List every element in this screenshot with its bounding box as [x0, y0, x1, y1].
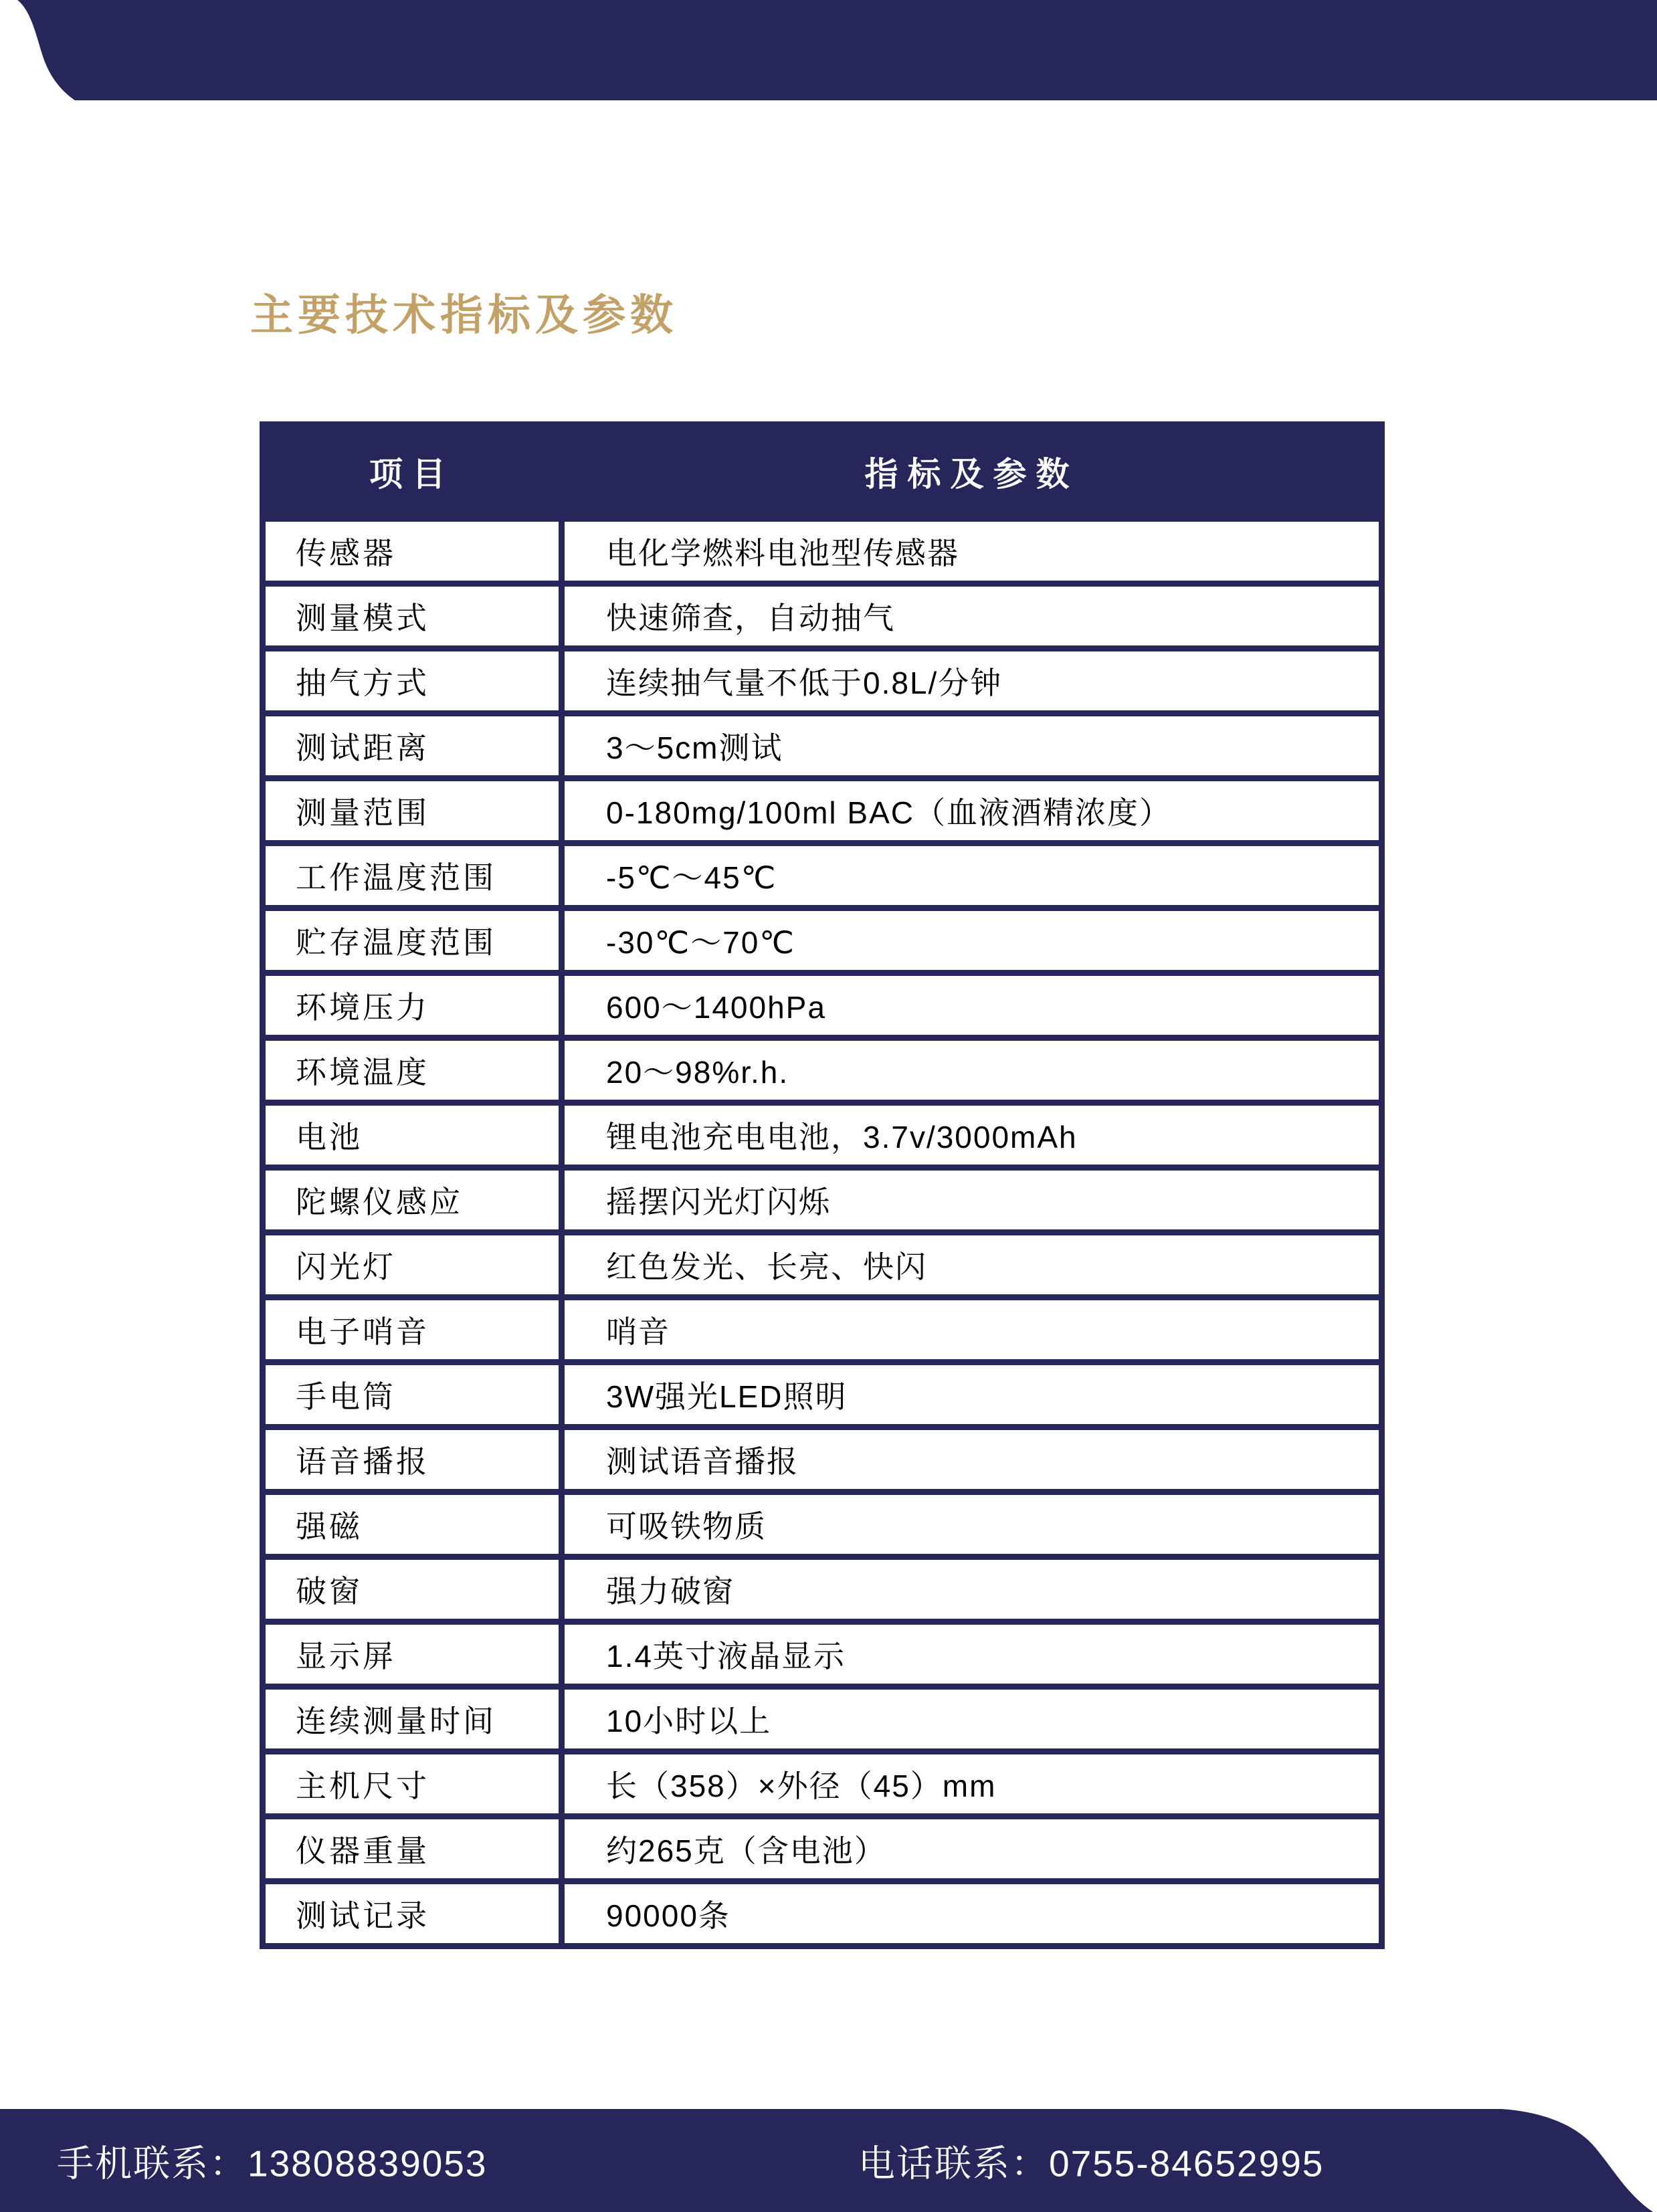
spec-value-cell: 0-180mg/100ml BAC（血液酒精浓度）: [562, 779, 1382, 843]
spec-value-cell: 测试语音播报: [562, 1427, 1382, 1492]
mobile-contact-label: 手机联系：: [57, 2142, 248, 2185]
spec-item-cell: 传感器: [263, 519, 562, 584]
spec-item-cell: 电池: [263, 1103, 562, 1168]
table-row: [263, 1622, 1382, 1687]
phone-contact-number: 0755-84652995: [1049, 2142, 1325, 2185]
spec-item-cell: 环境压力: [263, 973, 562, 1038]
spec-value-cell: 长（358）×外径（45）mm: [562, 1752, 1382, 1817]
spec-value-cell: 3W强光LED照明: [562, 1363, 1382, 1427]
spec-value-cell: 20～98%r.h.: [562, 1038, 1382, 1103]
spec-item-cell: 测量模式: [263, 584, 562, 649]
table-row: [263, 1882, 1382, 1946]
bottom-right-curve-decoration: [1490, 2109, 1657, 2212]
spec-value-cell: 摇摆闪光灯闪烁: [562, 1168, 1382, 1233]
spec-item-cell: 仪器重量: [263, 1817, 562, 1882]
table-row: [263, 908, 1382, 973]
page-title: 主要技术指标及参数: [250, 291, 678, 339]
header-cell-item: 项目: [263, 425, 562, 519]
header-cell-value: 指标及参数: [562, 425, 1382, 519]
table-row: [263, 1363, 1382, 1427]
spec-item-cell: 测量范围: [263, 779, 562, 843]
spec-value-cell: 锂电池充电电池，3.7v/3000mAh: [562, 1103, 1382, 1168]
spec-value-cell: 连续抽气量不低于0.8L/分钟: [562, 649, 1382, 714]
table-row: [263, 973, 1382, 1038]
table-row: [263, 1038, 1382, 1103]
spec-table: [260, 421, 1385, 1949]
spec-item-cell: 电子哨音: [263, 1298, 562, 1363]
spec-value-cell: -5℃～45℃: [562, 843, 1382, 908]
spec-value-cell: 90000条: [562, 1882, 1382, 1946]
spec-value-cell: 约265克（含电池）: [562, 1817, 1382, 1882]
spec-value-cell: 600～1400hPa: [562, 973, 1382, 1038]
table-row: [263, 843, 1382, 908]
spec-item-cell: 环境温度: [263, 1038, 562, 1103]
table-row: [263, 1817, 1382, 1882]
spec-item-cell: 语音播报: [263, 1427, 562, 1492]
table-row: [263, 1103, 1382, 1168]
table-row: [263, 1168, 1382, 1233]
table-row: [263, 1233, 1382, 1298]
spec-item-cell: 闪光灯: [263, 1233, 562, 1298]
spec-item-cell: 连续测量时间: [263, 1687, 562, 1752]
spec-item-cell: 抽气方式: [263, 649, 562, 714]
spec-item-cell: 破窗: [263, 1557, 562, 1622]
spec-item-cell: 测试距离: [263, 714, 562, 779]
spec-value-cell: 1.4英寸液晶显示: [562, 1622, 1382, 1687]
table-row: [263, 1298, 1382, 1363]
footer-banner-band: [0, 2109, 1657, 2212]
table-row: [263, 1427, 1382, 1492]
top-left-curve-decoration: [0, 0, 87, 100]
spec-value-cell: 电化学燃料电池型传感器: [562, 519, 1382, 584]
spec-table-body: [263, 519, 1382, 1946]
mobile-contact: [57, 2134, 488, 2187]
table-row: [263, 779, 1382, 843]
spec-item-cell: 工作温度范围: [263, 843, 562, 908]
mobile-contact-number: 13808839053: [248, 2142, 488, 2185]
phone-contact-label: 电话联系：: [858, 2142, 1050, 2185]
spec-item-cell: 测试记录: [263, 1882, 562, 1946]
table-row: [263, 714, 1382, 779]
top-banner-band: [0, 0, 1657, 100]
table-row: [263, 584, 1382, 649]
spec-item-cell: 主机尺寸: [263, 1752, 562, 1817]
table-header-row: [263, 425, 1382, 519]
spec-value-cell: 3～5cm测试: [562, 714, 1382, 779]
table-row: [263, 519, 1382, 584]
spec-value-cell: -30℃～70℃: [562, 908, 1382, 973]
spec-item-cell: 贮存温度范围: [263, 908, 562, 973]
spec-item-cell: 陀螺仪感应: [263, 1168, 562, 1233]
spec-value-cell: 红色发光、长亮、快闪: [562, 1233, 1382, 1298]
table-row: [263, 1687, 1382, 1752]
spec-value-cell: 快速筛查，自动抽气: [562, 584, 1382, 649]
table-row: [263, 1492, 1382, 1557]
spec-value-cell: 强力破窗: [562, 1557, 1382, 1622]
table-row: [263, 1557, 1382, 1622]
table-row: [263, 1752, 1382, 1817]
spec-item-cell: 显示屏: [263, 1622, 562, 1687]
spec-item-cell: 手电筒: [263, 1363, 562, 1427]
spec-item-cell: 强磁: [263, 1492, 562, 1557]
spec-value-cell: 10小时以上: [562, 1687, 1382, 1752]
spec-value-cell: 可吸铁物质: [562, 1492, 1382, 1557]
spec-value-cell: 哨音: [562, 1298, 1382, 1363]
table-row: [263, 649, 1382, 714]
phone-contact: [858, 2134, 1324, 2187]
